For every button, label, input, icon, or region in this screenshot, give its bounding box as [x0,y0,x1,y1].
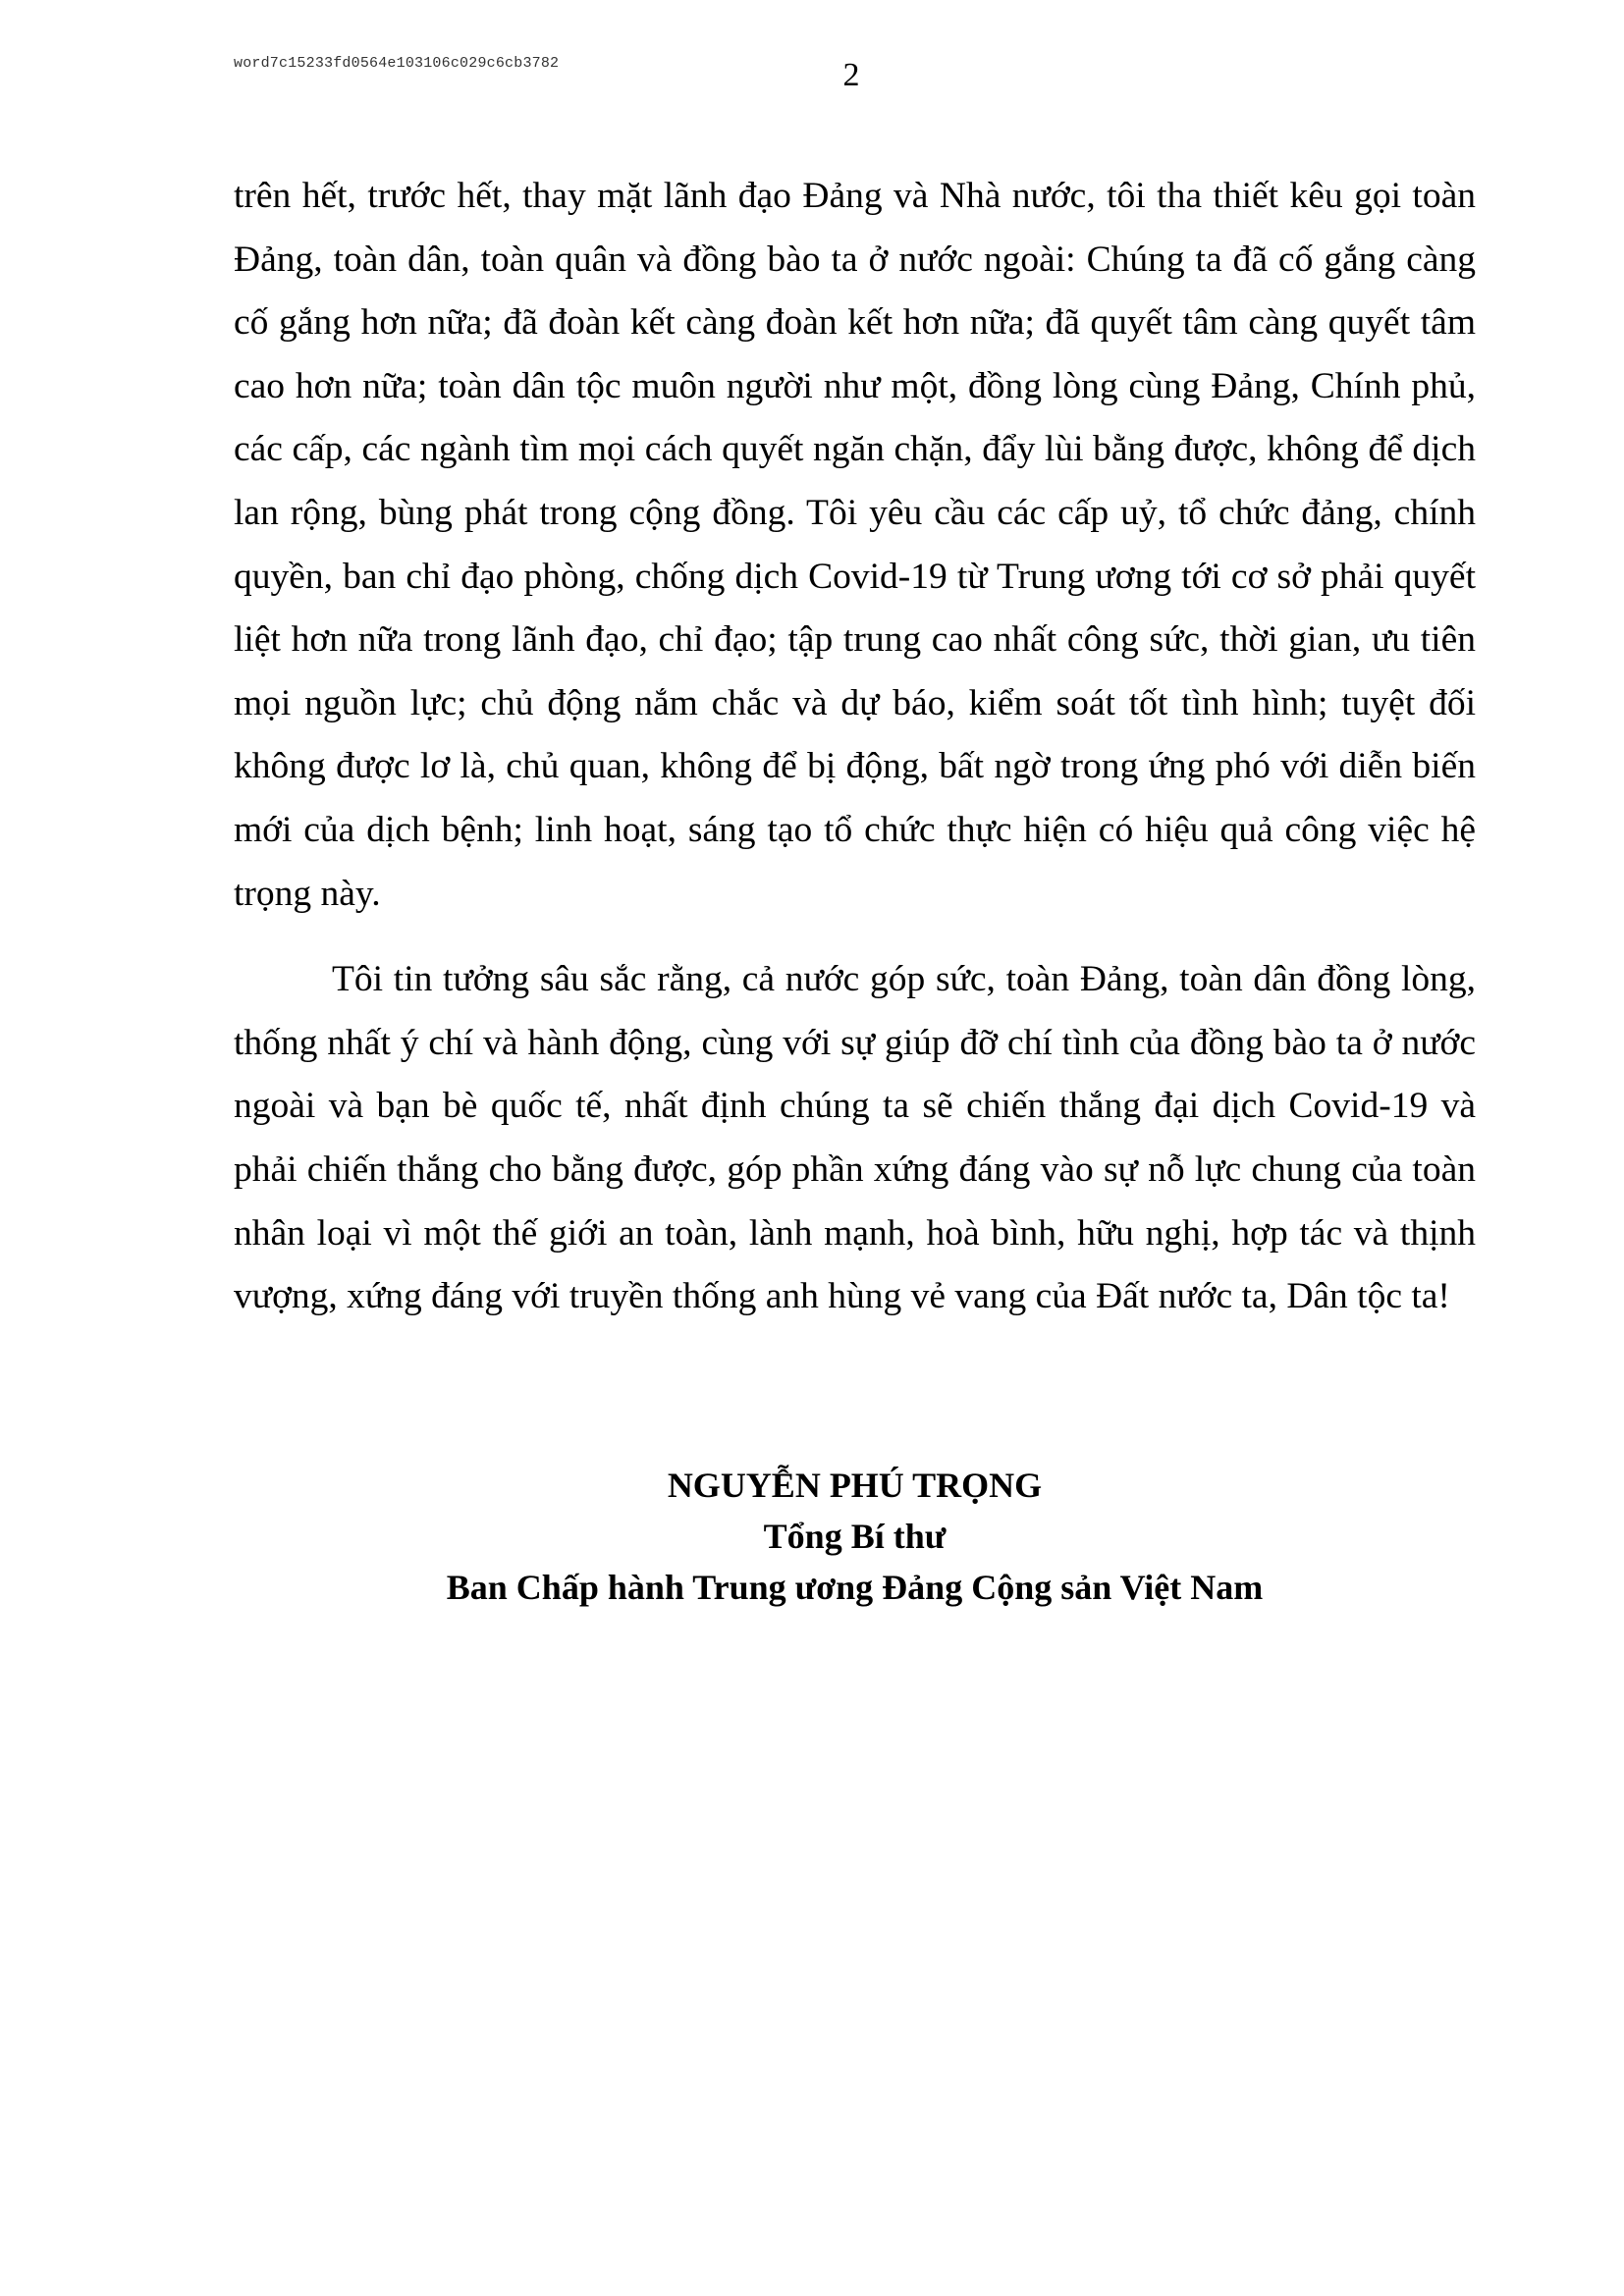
signatory-title: Tổng Bí thư [763,1517,947,1556]
signature-block [234,1457,1476,1616]
paragraph-1: trên hết, trước hết, thay mặt lãnh đạo Đảng và Nhà nước, tôi tha thiết kêu gọi toàn Đảng, toàn dân, toàn quân và đồng bào ta ở nước ngoài: Chúng ta đã cố gắng càng cố gắng hơn nữa; đã đoàn kết càng đoàn kết hơn nữa; đã quyết tâm càng quyết tâm cao hơn nữa; toàn dân tộc muôn người như một, đồng lòng cùng Đảng, Chính phủ, các cấp, các ngành tìm mọi cách quyết ngăn chặn, đẩy lùi bằng được, không để dịch lan rộng, bùng phát trong cộng đồng. Tôi yêu cầu các cấp uỷ, tổ chức đảng, chính quyền, ban chỉ đạo phòng, chống dịch Covid-19 từ Trung ương tới cơ sở phải quyết liệt hơn nữa trong lãnh đạo, chỉ đạo; tập trung cao nhất công sức, thời gian, ưu tiên mọi nguồn lực; chủ động nắm chắc và dự báo, kiểm soát tốt tình hình; tuyệt đối không được lơ là, chủ quan, không để bị động, bất ngờ trong ứng phó với diễn biến mới của dịch bệnh; linh hoạt, sáng tạo tổ chức thực hiện có hiệu quả công việc hệ trọng này. [234,176,1476,914]
signatory-name: NGUYỄN PHÚ TRỌNG [667,1466,1043,1505]
page-number: 2 [842,57,860,93]
document-body [234,165,1476,1329]
paragraph-2: Tôi tin tưởng sâu sắc rằng, cả nước góp sức, toàn Đảng, toàn dân đồng lòng, thống nhất ý chí và hành động, cùng với sự giúp đỡ chí tình của đồng bào ta ở nước ngoài và bạn bè quốc tế, nhất định chúng ta sẽ chiến thắng đại dịch Covid-19 và phải chiến thắng cho bằng được, góp phần xứng đáng vào sự nỗ lực chung của toàn nhân loại vì một thế giới an toàn, lành mạnh, hoà bình, hữu nghị, hợp tác và thịnh vượng, xứng đáng với truyền thống anh hùng vẻ vang của Đất nước ta, Dân tộc ta! [234,959,1476,1317]
signatory-organization: Ban Chấp hành Trung ương Đảng Cộng sản Việt Nam [446,1568,1264,1607]
document-id: word7c15233fd0564e103106c029c6cb3782 [234,55,560,72]
